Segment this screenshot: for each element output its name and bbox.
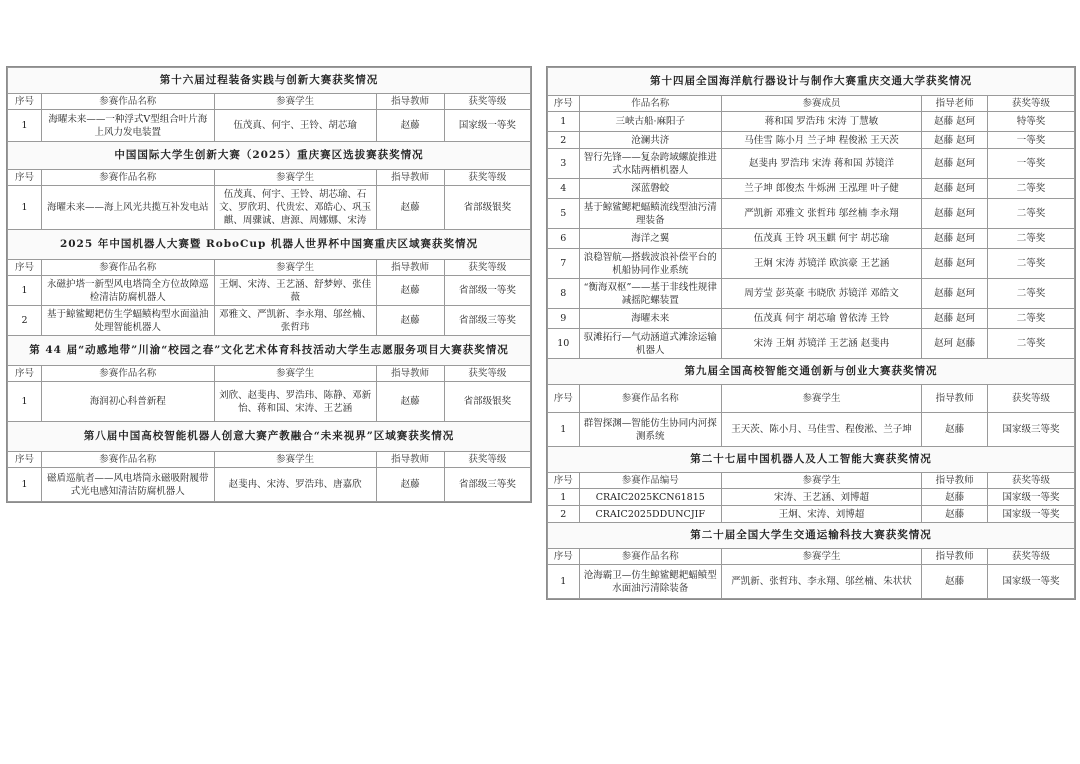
column-header: 参赛作品编号 (579, 473, 721, 489)
table-cell: 三峡古船·麻阳子 (579, 112, 721, 132)
section-title: 第九届全国高校智能交通创新与创业大赛获奖情况 (548, 359, 1075, 385)
table-row (548, 229, 1075, 249)
table-cell: 基于鲸鲨鳃耙蝠鲼流线型油污清理装备 (579, 199, 721, 229)
section-title: 第十四届全国海洋航行器设计与制作大赛重庆交通大学获奖情况 (548, 68, 1075, 96)
table-row (8, 276, 531, 306)
table-cell: 赵藤 赵珂 (922, 229, 988, 249)
table-cell: 驭滩拓行—气动涵道式滩涂运输机器人 (579, 329, 721, 359)
table-cell: 宋涛 王炯 苏镜洋 王艺涵 赵斐冉 (721, 329, 921, 359)
table-cell: 1 (8, 186, 42, 230)
table-cell: 伍茂真 何宇 胡芯瑜 曾依涛 王铃 (721, 309, 921, 329)
left-award-panel (6, 66, 532, 503)
table-cell: 海润初心科普新程 (41, 382, 214, 422)
column-header: 序号 (8, 452, 42, 468)
table-cell: 国家级一等奖 (988, 489, 1075, 506)
table-cell: “衡海双枢”——基于非线性规律减摇陀螺装置 (579, 279, 721, 309)
table-cell: 沧海霸卫—仿生鲸鲨鳃耙蝠鲼型水面油污清除装备 (579, 565, 721, 599)
table-cell: 2 (548, 506, 580, 523)
table-cell: 海曜未来——海上风光共揽互补发电站 (41, 186, 214, 230)
table-cell: 10 (548, 329, 580, 359)
column-header: 参赛作品名称 (41, 260, 214, 276)
table-cell: CRAIC2025KCN61815 (579, 489, 721, 506)
section-title-row (548, 68, 1075, 96)
column-header: 参赛作品名称 (41, 170, 214, 186)
column-header: 参赛学生 (721, 549, 921, 565)
column-header: 序号 (8, 170, 42, 186)
right-award-panel (546, 66, 1076, 600)
table-cell: 赵藤 赵珂 (922, 132, 988, 149)
table-cell: 1 (8, 276, 42, 306)
right-award-table (547, 67, 1075, 599)
column-header: 获奖等级 (444, 94, 530, 110)
table-header-row (8, 452, 531, 468)
table-cell: 磁盾巡航者——风电塔筒永磁吸附履带式光电感知清洁防腐机器人 (41, 468, 214, 502)
table-row (548, 329, 1075, 359)
table-row (548, 279, 1075, 309)
table-cell: 赵藤 (922, 565, 988, 599)
column-header: 序号 (8, 94, 42, 110)
table-cell: 赵藤 (922, 489, 988, 506)
column-header: 获奖等级 (444, 366, 530, 382)
table-cell: 1 (8, 468, 42, 502)
section-title-row (8, 230, 531, 260)
table-cell: 1 (548, 489, 580, 506)
table-cell: 一等奖 (988, 149, 1075, 179)
table-cell: 1 (548, 565, 580, 599)
table-cell: 赵藤 赵珂 (922, 249, 988, 279)
table-cell: 赵藤 (376, 468, 444, 502)
table-row (548, 249, 1075, 279)
column-header: 指导教师 (376, 94, 444, 110)
column-header: 参赛作品名称 (41, 366, 214, 382)
table-cell: 8 (548, 279, 580, 309)
table-cell: 伍茂真、何宇、王铃、胡芯瑜 (214, 110, 376, 142)
column-header: 序号 (548, 385, 580, 413)
table-row (8, 306, 531, 336)
table-cell: 王炯、宋涛、刘博超 (721, 506, 921, 523)
table-cell: 王天茨、陈小月、马佳雪、程俊淞、兰子坤 (721, 413, 921, 447)
column-header: 参赛学生 (214, 452, 376, 468)
table-cell: 国家级一等奖 (444, 110, 530, 142)
table-row (8, 110, 531, 142)
table-cell: 6 (548, 229, 580, 249)
table-cell: 浪稳智航—搭载波浪补偿平台的机船协同作业系统 (579, 249, 721, 279)
column-header: 获奖等级 (444, 260, 530, 276)
table-cell: 省部级银奖 (444, 186, 530, 230)
column-header: 参赛作品名称 (579, 385, 721, 413)
table-cell: 3 (548, 149, 580, 179)
table-cell: 1 (548, 413, 580, 447)
column-header: 指导教师 (376, 366, 444, 382)
table-cell: 永磁护塔一新型风电塔筒全方位故障巡检清洁防腐机器人 (41, 276, 214, 306)
column-header: 获奖等级 (988, 96, 1075, 112)
table-cell: 宋涛、王艺涵、刘博超 (721, 489, 921, 506)
section-title-row (8, 68, 531, 94)
table-cell: 赵藤 赵珂 (922, 112, 988, 132)
section-title: 第八届中国高校智能机器人创意大赛产教融合“未来视界”区域赛获奖情况 (8, 422, 531, 452)
table-cell: 沧澜共济 (579, 132, 721, 149)
table-row (548, 413, 1075, 447)
table-cell: 伍茂真 王铃 巩玉麒 何宇 胡芯瑜 (721, 229, 921, 249)
column-header: 参赛成员 (721, 96, 921, 112)
table-cell: 二等奖 (988, 329, 1075, 359)
table-row (8, 382, 531, 422)
section-title: 第二十七届中国机器人及人工智能大赛获奖情况 (548, 447, 1075, 473)
table-cell: 海曜未来 (579, 309, 721, 329)
right-table-body (548, 68, 1075, 599)
table-cell: 赵藤 (922, 506, 988, 523)
column-header: 指导教师 (922, 473, 988, 489)
table-cell: 赵藤 (376, 382, 444, 422)
table-cell: 严凯新 邓雅文 张哲玮 邬丝楠 李永翔 (721, 199, 921, 229)
table-cell: 蒋和国 罗浩玮 宋涛 丁慧敏 (721, 112, 921, 132)
table-cell: 马佳雪 陈小月 兰子坤 程俊淞 王天茨 (721, 132, 921, 149)
table-cell: CRAIC2025DDUNCJIF (579, 506, 721, 523)
table-row (548, 179, 1075, 199)
table-cell: 赵藤 赵珂 (922, 149, 988, 179)
section-title-row (8, 142, 531, 170)
table-cell: 省部级三等奖 (444, 306, 530, 336)
table-row (548, 132, 1075, 149)
table-header-row (548, 385, 1075, 413)
table-cell: 邓雅文、严凯新、李永翔、邬丝楠、张哲玮 (214, 306, 376, 336)
table-cell: 二等奖 (988, 249, 1075, 279)
table-cell: 王炯、宋涛、王艺涵、舒梦婷、张佳薇 (214, 276, 376, 306)
table-row (8, 186, 531, 230)
table-cell: 2 (548, 132, 580, 149)
table-header-row (548, 549, 1075, 565)
table-cell: 伍茂真、何宇、王铃、胡芯瑜、石文、罗欣玥、代贵宏、邓皓心、巩玉麒、周骤诚、唐源、周娜娜、宋涛 (214, 186, 376, 230)
table-cell: 赵藤 (922, 413, 988, 447)
column-header: 序号 (548, 473, 580, 489)
column-header: 指导教师 (376, 452, 444, 468)
column-header: 序号 (8, 260, 42, 276)
column-header: 指导教师 (376, 260, 444, 276)
table-cell: 赵藤 (376, 110, 444, 142)
table-cell: 1 (548, 112, 580, 132)
column-header: 参赛作品名称 (579, 549, 721, 565)
table-cell: 二等奖 (988, 309, 1075, 329)
table-cell: 赵珂 赵藤 (922, 329, 988, 359)
table-cell: 赵藤 赵珂 (922, 179, 988, 199)
table-row (548, 489, 1075, 506)
section-title-row (548, 447, 1075, 473)
table-header-row (8, 170, 531, 186)
table-cell: 2 (8, 306, 42, 336)
table-row (8, 468, 531, 502)
section-title: 第二十届全国大学生交通运输科技大赛获奖情况 (548, 523, 1075, 549)
table-row (548, 149, 1075, 179)
table-cell: 二等奖 (988, 199, 1075, 229)
section-title-row (548, 359, 1075, 385)
section-title-row (8, 422, 531, 452)
table-cell: 1 (8, 110, 42, 142)
table-cell: 国家级三等奖 (988, 413, 1075, 447)
table-cell: 5 (548, 199, 580, 229)
column-header: 指导教师 (922, 385, 988, 413)
table-cell: 省部级一等奖 (444, 276, 530, 306)
table-cell: 王炯 宋涛 苏镜洋 欧滨豪 王艺涵 (721, 249, 921, 279)
column-header: 参赛作品名称 (41, 452, 214, 468)
table-cell: 省部级银奖 (444, 382, 530, 422)
table-row (548, 565, 1075, 599)
table-cell: 国家级一等奖 (988, 565, 1075, 599)
table-cell: 群智探渊—智能仿生协同内河探测系统 (579, 413, 721, 447)
column-header: 参赛学生 (214, 366, 376, 382)
column-header: 参赛学生 (721, 473, 921, 489)
column-header: 参赛作品名称 (41, 94, 214, 110)
column-header: 参赛学生 (214, 170, 376, 186)
table-cell: 二等奖 (988, 279, 1075, 309)
table-cell: 一等奖 (988, 132, 1075, 149)
table-header-row (8, 366, 531, 382)
column-header: 指导老师 (922, 96, 988, 112)
table-cell: 特等奖 (988, 112, 1075, 132)
table-cell: 基于鲸鲨鳃耙仿生学蝠鲼构型水面溢油处理智能机器人 (41, 306, 214, 336)
column-header: 作品名称 (579, 96, 721, 112)
section-title-row (548, 523, 1075, 549)
column-header: 参赛学生 (214, 94, 376, 110)
table-cell: 刘欣、赵斐冉、罗浩玮、陈静、邓新怡、蒋和国、宋涛、王艺涵 (214, 382, 376, 422)
column-header: 获奖等级 (988, 549, 1075, 565)
table-cell: 二等奖 (988, 179, 1075, 199)
table-cell: 赵藤 (376, 186, 444, 230)
table-cell: 7 (548, 249, 580, 279)
column-header: 序号 (548, 549, 580, 565)
table-cell: 智行先锋——复杂跨域螺旋推进式水陆两栖机器人 (579, 149, 721, 179)
section-title: 2025 年中国机器人大赛暨 RoboCup 机器人世界杯中国赛重庆区域赛获奖情况 (8, 230, 531, 260)
table-row (548, 112, 1075, 132)
section-title: 第 44 届“动感地带”川渝“校园之春”文化艺术体育科技活动大学生志愿服务项目大赛获奖情况 (8, 336, 531, 366)
section-title: 第十六届过程装备实践与创新大赛获奖情况 (8, 68, 531, 94)
table-cell: 海洋之翼 (579, 229, 721, 249)
table-cell: 赵藤 赵珂 (922, 279, 988, 309)
table-cell: 1 (8, 382, 42, 422)
table-header-row (548, 473, 1075, 489)
table-cell: 9 (548, 309, 580, 329)
table-row (548, 506, 1075, 523)
table-cell: 赵斐冉 罗浩玮 宋涛 蒋和国 苏镜洋 (721, 149, 921, 179)
column-header: 指导教师 (922, 549, 988, 565)
section-title: 中国国际大学生创新大赛（2025）重庆赛区选拔赛获奖情况 (8, 142, 531, 170)
left-table-body (8, 68, 531, 502)
table-cell: 深蓝磐蛟 (579, 179, 721, 199)
table-header-row (8, 94, 531, 110)
table-cell: 二等奖 (988, 229, 1075, 249)
left-award-table (7, 67, 531, 502)
table-cell: 赵藤 (376, 276, 444, 306)
table-row (548, 309, 1075, 329)
table-header-row (8, 260, 531, 276)
column-header: 序号 (548, 96, 580, 112)
table-cell: 周芳莹 彭英豪 韦晓欣 苏镜洋 邓皓文 (721, 279, 921, 309)
table-header-row (548, 96, 1075, 112)
table-cell: 省部级三等奖 (444, 468, 530, 502)
table-cell: 赵斐冉、宋涛、罗浩玮、唐嘉欣 (214, 468, 376, 502)
column-header: 获奖等级 (988, 473, 1075, 489)
column-header: 参赛学生 (214, 260, 376, 276)
table-row (548, 199, 1075, 229)
table-cell: 赵藤 (376, 306, 444, 336)
table-cell: 海曜未来——一种浮式V型组合叶片海上风力发电装置 (41, 110, 214, 142)
column-header: 参赛学生 (721, 385, 921, 413)
table-cell: 严凯新、张哲玮、李永翔、邬丝楠、朱状状 (721, 565, 921, 599)
table-cell: 国家级一等奖 (988, 506, 1075, 523)
table-cell: 赵藤 赵珂 (922, 199, 988, 229)
column-header: 获奖等级 (444, 452, 530, 468)
column-header: 获奖等级 (444, 170, 530, 186)
table-cell: 兰子坤 郎俊杰 牛烁洲 王泓理 叶子健 (721, 179, 921, 199)
table-cell: 4 (548, 179, 580, 199)
table-cell: 赵藤 赵珂 (922, 309, 988, 329)
column-header: 序号 (8, 366, 42, 382)
section-title-row (8, 336, 531, 366)
column-header: 指导教师 (376, 170, 444, 186)
column-header: 获奖等级 (988, 385, 1075, 413)
